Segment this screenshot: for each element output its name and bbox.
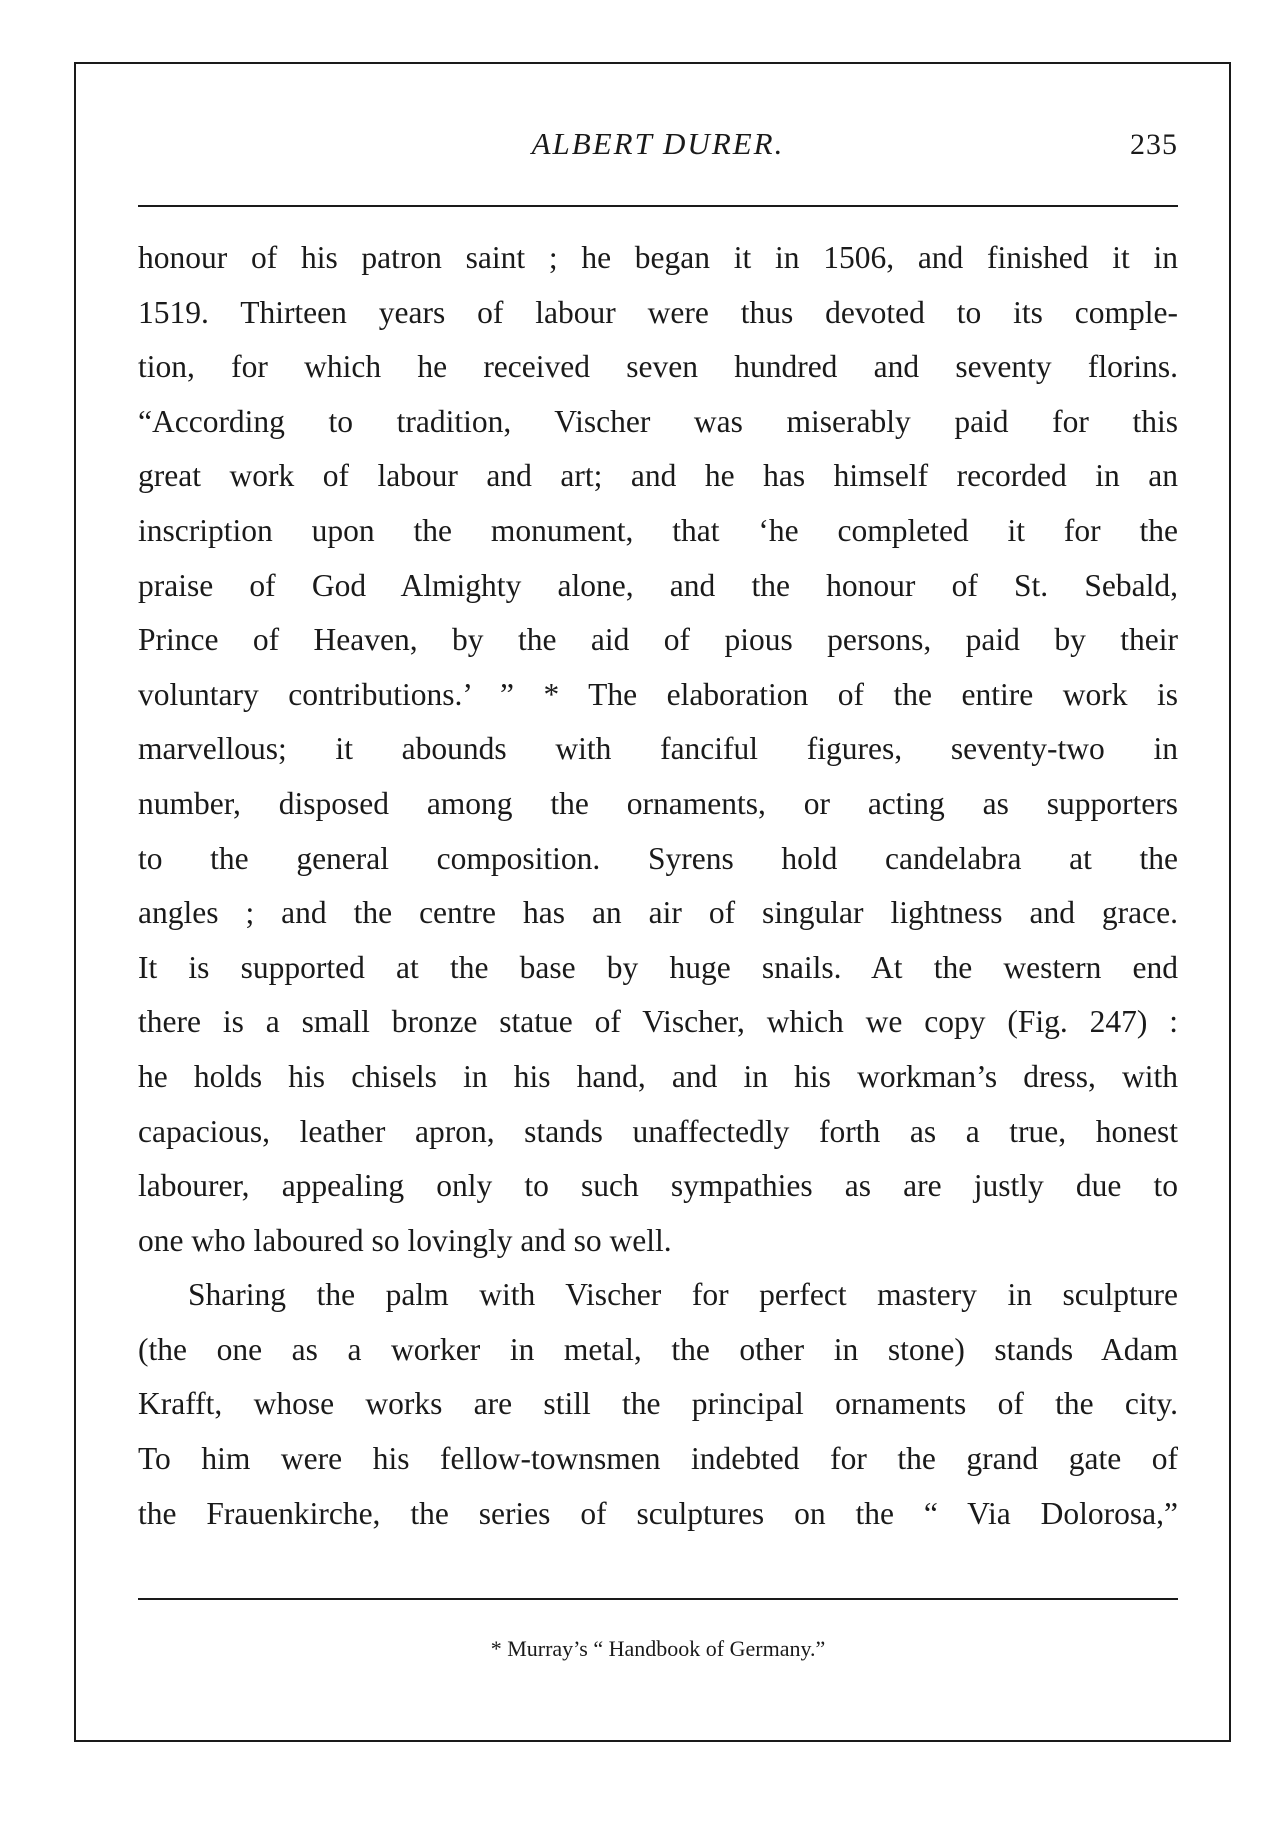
text-line: To him were his fellow-townsmen indebted for the grand gate of bbox=[138, 1441, 1178, 1477]
text-line: honour of his patron saint ; he began it in 1506, and finished it in bbox=[138, 240, 1178, 275]
text-line: labourer, appealing only to such sympathies as are justly due to bbox=[138, 1168, 1178, 1204]
text-line: number, disposed among the ornaments, or acting as supporters bbox=[138, 785, 1178, 821]
text-line: Sharing the palm with Vischer for perfect mastery in sculpture bbox=[188, 1277, 1178, 1313]
text-line: Krafft, whose works are still the principal ornaments of the city. bbox=[138, 1386, 1178, 1422]
text-line: there is a small bronze statue of Vischer, which we copy (Fig. 247) : bbox=[138, 1004, 1178, 1040]
text-line: (the one as a worker in metal, the other in stone) stands Adam bbox=[138, 1331, 1178, 1367]
text-line: great work of labour and art; and he has himself recorded in an bbox=[138, 458, 1178, 494]
text-line: he holds his chisels in his hand, and in his workman’s dress, with bbox=[138, 1058, 1178, 1094]
text-line: angles ; and the centre has an air of singular lightness and grace. bbox=[138, 895, 1178, 931]
text-line: Prince of Heaven, by the aid of pious persons, paid by their bbox=[138, 622, 1178, 658]
text-line: marvellous; it abounds with fanciful figures, seventy-two in bbox=[138, 731, 1178, 767]
footnote-rule bbox=[138, 1598, 1178, 1600]
text-line: the Frauenkirche, the series of sculptures on the “ Via Dolorosa,” bbox=[138, 1495, 1178, 1531]
text-line: “According to tradition, Vischer was miserably paid for this bbox=[138, 403, 1178, 439]
running-head bbox=[138, 118, 1178, 168]
text-line: tion, for which he received seven hundred and seventy florins. bbox=[138, 349, 1178, 385]
text-line: praise of God Almighty alone, and the honour of St. Sebald, bbox=[138, 567, 1178, 603]
body-text bbox=[138, 231, 1178, 1541]
text-line: capacious, leather apron, stands unaffectedly forth as a true, honest bbox=[138, 1113, 1178, 1149]
page-number: 235 bbox=[1130, 128, 1178, 161]
running-title: ALBERT DURER. bbox=[531, 126, 785, 161]
text-line: 1519. Thirteen years of labour were thus devoted to its comple- bbox=[138, 294, 1178, 330]
text-line: one who laboured so lovingly and so well. bbox=[138, 1222, 672, 1258]
text-line: It is supported at the base by huge snails. At the western end bbox=[138, 949, 1178, 985]
text-line: to the general composition. Syrens hold candelabra at the bbox=[138, 840, 1178, 876]
text-line: voluntary contributions.’ ” * The elaboration of the entire work is bbox=[138, 676, 1178, 712]
header-rule bbox=[138, 205, 1178, 207]
text-line: inscription upon the monument, that ‘he completed it for the bbox=[138, 512, 1178, 548]
footnote: * Murray’s “ Handbook of Germany.” bbox=[490, 1636, 826, 1661]
